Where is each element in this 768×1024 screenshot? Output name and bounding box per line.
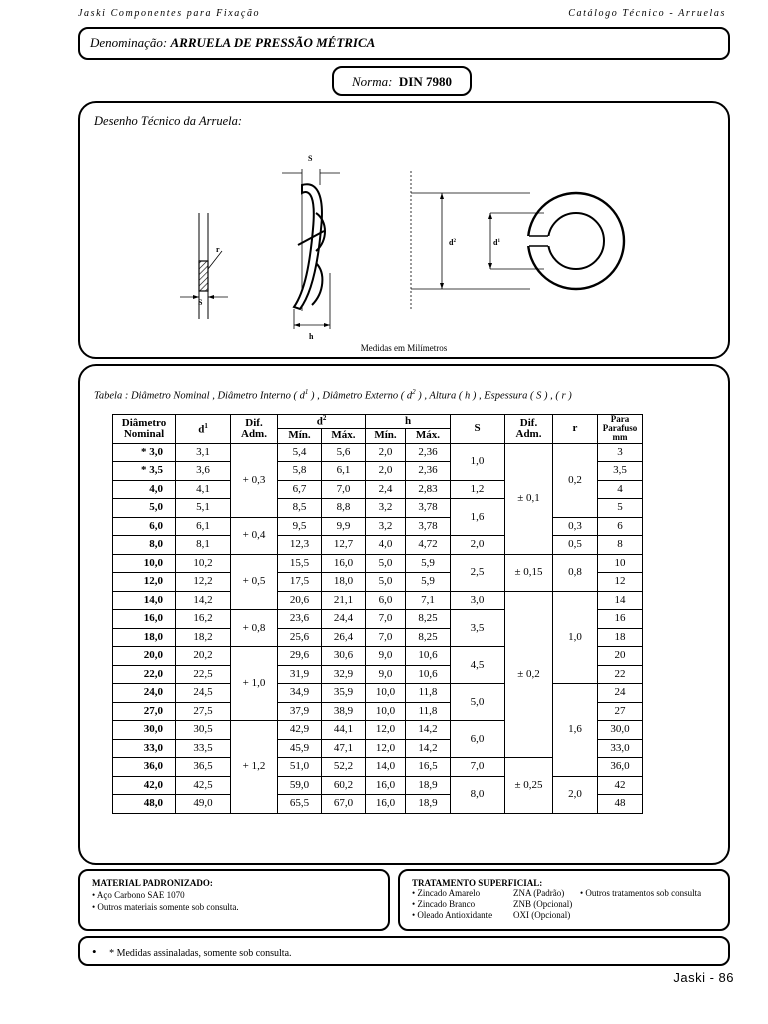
header-d2-min: Mín. — [278, 428, 322, 443]
cell-d2-max: 60,2 — [322, 776, 366, 795]
cell-para-parafuso: 3,5 — [598, 462, 643, 481]
cell-h-min: 5,0 — [366, 573, 406, 592]
header-h-min: Mín. — [366, 428, 406, 443]
cell-s: 5,0 — [451, 684, 505, 721]
dimensions-table — [112, 414, 643, 814]
cell-h-max: 16,5 — [406, 758, 451, 777]
cell-s: 1,2 — [451, 480, 505, 499]
table-row — [113, 591, 643, 610]
cell-para-parafuso: 24 — [598, 684, 643, 703]
cell-h-max: 3,78 — [406, 499, 451, 518]
cell-nominal: 8,0 — [113, 536, 176, 555]
drawing-title: Desenho Técnico da Arruela: — [94, 114, 243, 128]
tratamento-box — [398, 869, 730, 931]
norma-box — [332, 66, 472, 96]
table-row — [113, 536, 643, 555]
material-item: • Aço Carbono SAE 1070 — [92, 890, 185, 900]
table-row — [113, 684, 643, 703]
header-right: Catálogo Técnico - Arruelas — [568, 8, 726, 19]
s-label-side: S — [308, 154, 313, 163]
cell-h-max: 18,9 — [406, 776, 451, 795]
cell-d2-max: 6,1 — [322, 462, 366, 481]
cell-d2-max: 18,0 — [322, 573, 366, 592]
cell-d1: 27,5 — [176, 702, 231, 721]
washer-technical-drawing — [80, 133, 728, 363]
cell-h-min: 3,2 — [366, 517, 406, 536]
material-box — [78, 869, 390, 931]
header-dif-adm-2: Dif. Adm. — [505, 415, 553, 444]
table-caption: Tabela : Diâmetro Nominal , Diâmetro Interno ( $d^1$ ) , Diâmetro Externo ( $d^2$ ) , Altura ( h ) , Espessura ( S ) , ( r ) — [94, 388, 572, 402]
d2-sup: 2 — [453, 239, 456, 244]
cell-s: 2,0 — [451, 536, 505, 555]
cell-s: 6,0 — [451, 721, 505, 758]
cell-d2-max: 67,0 — [322, 795, 366, 814]
cell-d2-min: 51,0 — [278, 758, 322, 777]
cell-nominal: 14,0 — [113, 591, 176, 610]
denominacao-box — [78, 27, 730, 60]
cell-nominal: 18,0 — [113, 628, 176, 647]
cell-nominal: 10,0 — [113, 554, 176, 573]
h-label: h — [309, 332, 314, 341]
material-title: MATERIAL PADRONIZADO: — [92, 878, 213, 888]
cell-h-max: 5,9 — [406, 554, 451, 573]
cell-r: 2,0 — [553, 776, 598, 813]
d1-sup: 1 — [497, 239, 500, 244]
norma-label: Norma: — [351, 74, 393, 89]
top-view — [411, 171, 624, 311]
cell-nominal: 6,0 — [113, 517, 176, 536]
svg-text:d2 — [449, 238, 456, 247]
cell-r: 0,8 — [553, 554, 598, 591]
table-row — [113, 554, 643, 573]
cell-h-max: 2,83 — [406, 480, 451, 499]
cell-s: 3,0 — [451, 591, 505, 610]
cell-h-min: 10,0 — [366, 684, 406, 703]
cell-para-parafuso: 14 — [598, 591, 643, 610]
cell-d1: 8,1 — [176, 536, 231, 555]
cell-para-parafuso: 6 — [598, 517, 643, 536]
cell-dif-adm-1: + 1,2 — [231, 721, 278, 814]
cell-dif-adm-1: + 0,3 — [231, 443, 278, 517]
d1-label: d — [493, 238, 498, 247]
units-note: Medidas em Milímetros — [360, 343, 448, 353]
cell-r: 1,0 — [553, 591, 598, 684]
cell-d2-min: 37,9 — [278, 702, 322, 721]
header-para-parafuso: Para Parafuso mm — [598, 415, 643, 444]
cell-h-min: 9,0 — [366, 665, 406, 684]
cell-dif-adm-1: + 0,4 — [231, 517, 278, 554]
cell-d2-min: 29,6 — [278, 647, 322, 666]
cell-d2-min: 8,5 — [278, 499, 322, 518]
cell-h-min: 2,0 — [366, 443, 406, 462]
cell-nominal: 5,0 — [113, 499, 176, 518]
denominacao-value: ARRUELA DE PRESSÃO MÉTRICA — [170, 35, 376, 50]
cell-d1: 16,2 — [176, 610, 231, 629]
note-bullet: • — [92, 944, 97, 959]
cell-d1: 18,2 — [176, 628, 231, 647]
cell-nominal: 22,0 — [113, 665, 176, 684]
cell-h-max: 10,6 — [406, 665, 451, 684]
cell-h-min: 4,0 — [366, 536, 406, 555]
cell-dif-adm-1: + 1,0 — [231, 647, 278, 721]
cell-h-max: 3,78 — [406, 517, 451, 536]
cell-d1: 12,2 — [176, 573, 231, 592]
cell-s: 7,0 — [451, 758, 505, 777]
cell-dif-adm-2: ± 0,25 — [505, 758, 553, 814]
norma-value: DIN 7980 — [398, 74, 453, 89]
cell-d1: 24,5 — [176, 684, 231, 703]
cell-d2-min: 5,8 — [278, 462, 322, 481]
cell-d1: 22,5 — [176, 665, 231, 684]
cell-h-max: 11,8 — [406, 702, 451, 721]
cell-r: 1,6 — [553, 684, 598, 777]
cell-s: 3,5 — [451, 610, 505, 647]
material-item: • Outros materiais somente sob consulta. — [92, 902, 239, 912]
cell-d2-max: 52,2 — [322, 758, 366, 777]
cell-h-max: 2,36 — [406, 462, 451, 481]
cell-para-parafuso: 22 — [598, 665, 643, 684]
cell-d2-max: 47,1 — [322, 739, 366, 758]
cell-h-min: 16,0 — [366, 795, 406, 814]
cell-s: 1,0 — [451, 443, 505, 480]
cell-d2-max: 32,9 — [322, 665, 366, 684]
cell-nominal: 33,0 — [113, 739, 176, 758]
cell-para-parafuso: 8 — [598, 536, 643, 555]
cell-d2-min: 25,6 — [278, 628, 322, 647]
cell-d2-max: 9,9 — [322, 517, 366, 536]
table-body — [113, 443, 643, 813]
cell-h-min: 16,0 — [366, 776, 406, 795]
cell-nominal: 4,0 — [113, 480, 176, 499]
cell-d1: 36,5 — [176, 758, 231, 777]
header-left: Jaski Componentes para Fixação — [78, 8, 261, 19]
cell-nominal: 42,0 — [113, 776, 176, 795]
cell-d2-min: 5,4 — [278, 443, 322, 462]
cell-h-min: 9,0 — [366, 647, 406, 666]
cell-nominal: 36,0 — [113, 758, 176, 777]
cell-para-parafuso: 42 — [598, 776, 643, 795]
cell-para-parafuso: 18 — [598, 628, 643, 647]
cell-d1: 10,2 — [176, 554, 231, 573]
side-view — [282, 154, 340, 341]
cell-d2-min: 42,9 — [278, 721, 322, 740]
cell-d2-max: 35,9 — [322, 684, 366, 703]
header-d1: $d^1$ — [176, 415, 231, 444]
cell-para-parafuso: 48 — [598, 795, 643, 814]
cell-h-min: 5,0 — [366, 554, 406, 573]
drawing-panel — [78, 101, 730, 359]
header-r: r — [553, 415, 598, 444]
cell-para-parafuso: 33,0 — [598, 739, 643, 758]
cell-d2-max: 30,6 — [322, 647, 366, 666]
cell-s: 4,5 — [451, 647, 505, 684]
cell-h-min: 3,2 — [366, 499, 406, 518]
cell-d2-min: 65,5 — [278, 795, 322, 814]
s-label-section: S — [198, 298, 203, 307]
cell-nominal: 27,0 — [113, 702, 176, 721]
cell-d2-max: 26,4 — [322, 628, 366, 647]
cell-nominal: 30,0 — [113, 721, 176, 740]
header-h-max: Máx. — [406, 428, 451, 443]
cell-para-parafuso: 5 — [598, 499, 643, 518]
cell-nominal: 16,0 — [113, 610, 176, 629]
cell-h-max: 14,2 — [406, 739, 451, 758]
denominacao-label: Denominação: — [90, 35, 168, 50]
cell-nominal: 20,0 — [113, 647, 176, 666]
cell-h-max: 2,36 — [406, 443, 451, 462]
cell-s: 8,0 — [451, 776, 505, 813]
cell-nominal: 12,0 — [113, 573, 176, 592]
cell-d2-min: 9,5 — [278, 517, 322, 536]
cell-h-min: 6,0 — [366, 591, 406, 610]
cell-d2-min: 17,5 — [278, 573, 322, 592]
cell-d2-min: 45,9 — [278, 739, 322, 758]
cell-r: 0,5 — [553, 536, 598, 555]
cell-para-parafuso: 30,0 — [598, 721, 643, 740]
cell-dif-adm-2: ± 0,15 — [505, 554, 553, 591]
header-d2: $d^2$ — [278, 415, 366, 429]
cell-d1: 42,5 — [176, 776, 231, 795]
cell-nominal: * 3,0 — [113, 443, 176, 462]
table-row — [113, 776, 643, 795]
cell-h-max: 10,6 — [406, 647, 451, 666]
cell-d1: 20,2 — [176, 647, 231, 666]
cell-d1: 3,1 — [176, 443, 231, 462]
cell-s: 1,6 — [451, 499, 505, 536]
cell-para-parafuso: 3 — [598, 443, 643, 462]
cell-dif-adm-1: + 0,5 — [231, 554, 278, 610]
cell-d2-min: 6,7 — [278, 480, 322, 499]
cell-d2-min: 12,3 — [278, 536, 322, 555]
cell-para-parafuso: 36,0 — [598, 758, 643, 777]
cell-d2-max: 12,7 — [322, 536, 366, 555]
cell-d2-max: 5,6 — [322, 443, 366, 462]
cell-d2-min: 59,0 — [278, 776, 322, 795]
table-row — [113, 443, 643, 462]
header-s: S — [451, 415, 505, 444]
cell-h-min: 14,0 — [366, 758, 406, 777]
cell-h-min: 7,0 — [366, 610, 406, 629]
note-box — [78, 936, 730, 966]
cell-d2-max: 38,9 — [322, 702, 366, 721]
cell-h-max: 4,72 — [406, 536, 451, 555]
cell-d2-min: 34,9 — [278, 684, 322, 703]
cell-d2-max: 7,0 — [322, 480, 366, 499]
cell-d1: 49,0 — [176, 795, 231, 814]
tratamento-item: • Zincado Amarelo ZNA (Padrão) • Outros tratamentos sob consulta — [412, 888, 702, 898]
cell-h-max: 7,1 — [406, 591, 451, 610]
cell-para-parafuso: 16 — [598, 610, 643, 629]
tratamento-title: TRATAMENTO SUPERFICIAL: — [412, 878, 543, 888]
cell-h-max: 8,25 — [406, 610, 451, 629]
cell-h-min: 12,0 — [366, 739, 406, 758]
cell-d2-min: 23,6 — [278, 610, 322, 629]
header-nominal: Diâmetro Nominal — [113, 415, 176, 444]
cell-para-parafuso: 27 — [598, 702, 643, 721]
cell-nominal: * 3,5 — [113, 462, 176, 481]
cell-d1: 33,5 — [176, 739, 231, 758]
cell-h-min: 12,0 — [366, 721, 406, 740]
cell-dif-adm-1: + 0,8 — [231, 610, 278, 647]
cell-dif-adm-2: ± 0,2 — [505, 591, 553, 758]
cell-d2-max: 16,0 — [322, 554, 366, 573]
cell-r: 0,2 — [553, 443, 598, 517]
cell-h-max: 5,9 — [406, 573, 451, 592]
header-h: h — [366, 415, 451, 429]
r-label: r — [216, 245, 220, 254]
cell-para-parafuso: 20 — [598, 647, 643, 666]
table-panel — [78, 364, 730, 865]
cell-d1: 30,5 — [176, 721, 231, 740]
cell-d1: 14,2 — [176, 591, 231, 610]
cell-h-max: 14,2 — [406, 721, 451, 740]
cell-d2-max: 24,4 — [322, 610, 366, 629]
cell-d1: 6,1 — [176, 517, 231, 536]
note-text: * Medidas assinaladas, somente sob consulta. — [109, 948, 292, 959]
cell-nominal: 24,0 — [113, 684, 176, 703]
tratamento-item: • Zincado Branco ZNB (Opcional) — [412, 899, 573, 909]
page-footer: Jaski - 86 — [673, 970, 734, 985]
cell-h-min: 10,0 — [366, 702, 406, 721]
cell-h-min: 7,0 — [366, 628, 406, 647]
cell-d2-max: 8,8 — [322, 499, 366, 518]
cell-para-parafuso: 10 — [598, 554, 643, 573]
cell-h-min: 2,4 — [366, 480, 406, 499]
cell-d1: 5,1 — [176, 499, 231, 518]
cell-d2-min: 15,5 — [278, 554, 322, 573]
cell-h-max: 11,8 — [406, 684, 451, 703]
cell-para-parafuso: 12 — [598, 573, 643, 592]
cell-nominal: 48,0 — [113, 795, 176, 814]
cell-s: 2,5 — [451, 554, 505, 591]
table-row — [113, 517, 643, 536]
svg-text:d1 — [493, 238, 500, 247]
header-dif-adm-1: Dif. Adm. — [231, 415, 278, 444]
cell-r: 0,3 — [553, 517, 598, 536]
cell-d1: 3,6 — [176, 462, 231, 481]
tratamento-item: • Oleado Antioxidante OXI (Opcional) — [412, 910, 571, 920]
header-d2-max: Máx. — [322, 428, 366, 443]
cell-h-max: 8,25 — [406, 628, 451, 647]
cell-d2-min: 20,6 — [278, 591, 322, 610]
cell-para-parafuso: 4 — [598, 480, 643, 499]
cell-dif-adm-2: ± 0,1 — [505, 443, 553, 554]
cell-d2-min: 31,9 — [278, 665, 322, 684]
cross-section-view — [180, 213, 228, 319]
cell-h-max: 18,9 — [406, 795, 451, 814]
cell-d2-max: 21,1 — [322, 591, 366, 610]
cell-h-min: 2,0 — [366, 462, 406, 481]
cell-d1: 4,1 — [176, 480, 231, 499]
cell-d2-max: 44,1 — [322, 721, 366, 740]
d2-label: d — [449, 238, 454, 247]
